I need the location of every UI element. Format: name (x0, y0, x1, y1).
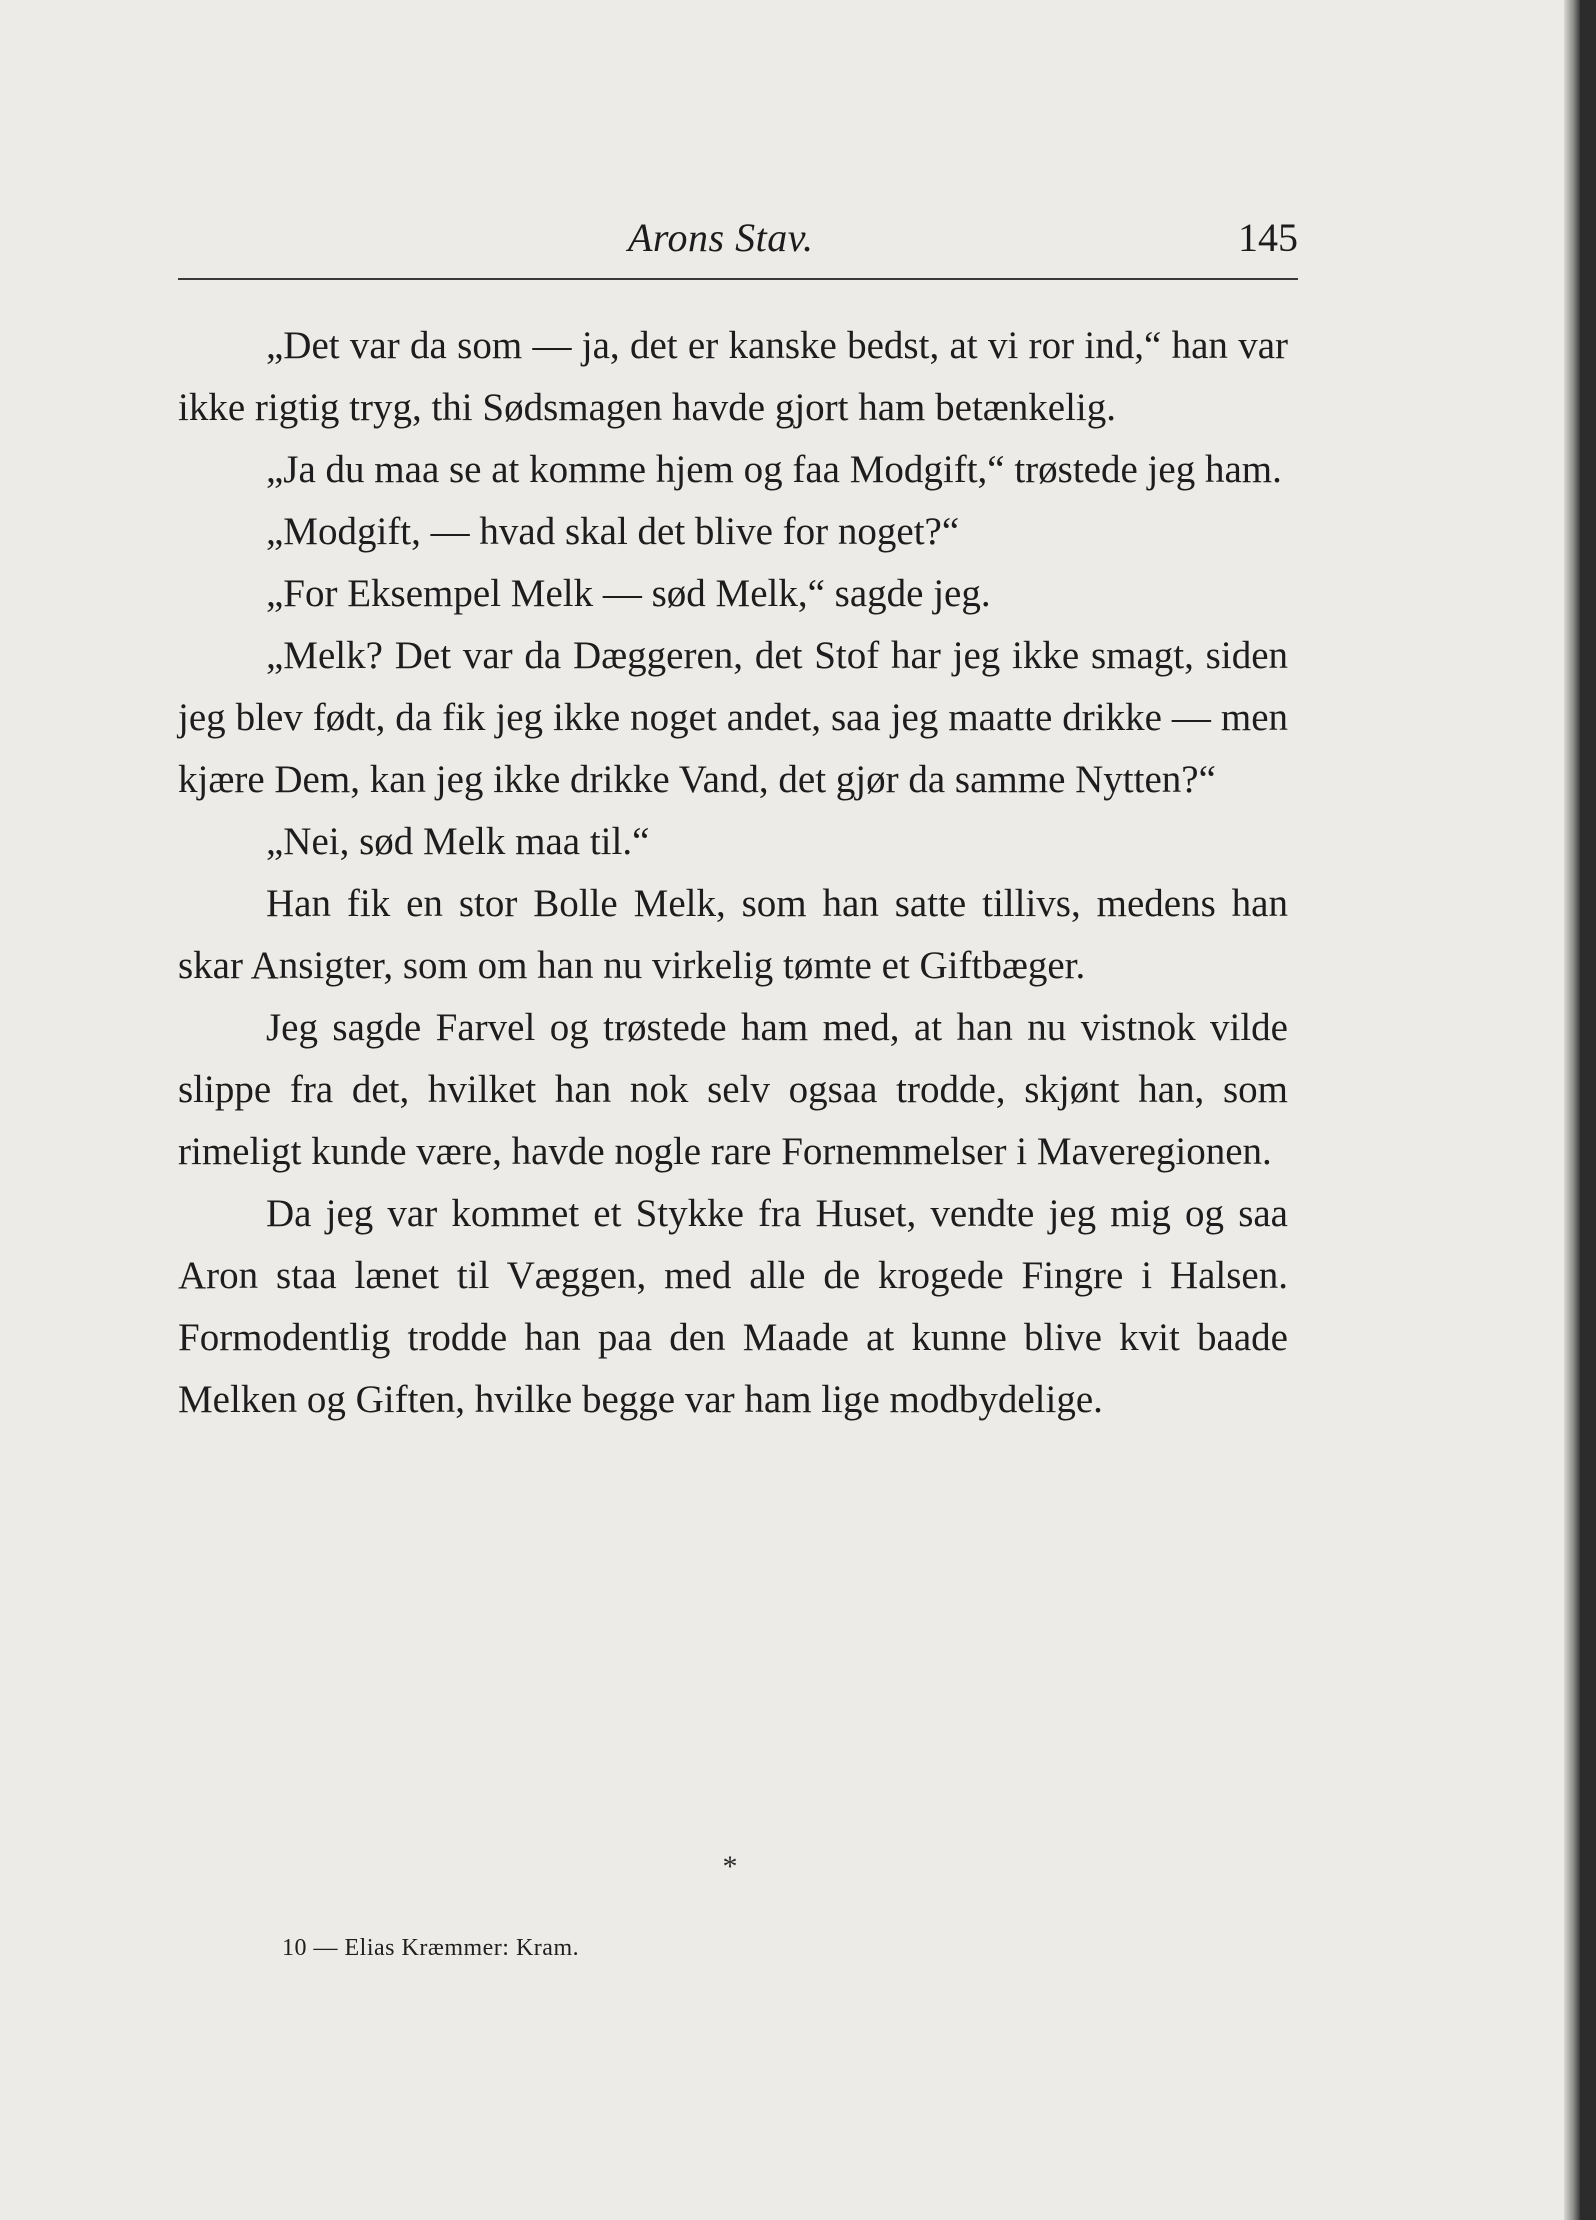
paragraph: Jeg sagde Farvel og trøstede ham med, at han nu vistnok vilde slippe fra det, hvilket han nok selv ogsaa trodde, skjønt han, som rimeligt kunde være, havde nogle rare Fornemmelser i Maveregionen. (178, 1006, 1288, 1173)
body-text (178, 315, 1288, 1431)
running-title: Arons Stav. (628, 215, 814, 260)
paragraph: „For Eksempel Melk — sød Melk,“ sagde jeg. (266, 572, 991, 615)
paragraph: „Det var da som — ja, det er kanske bedst, at vi ror ind,“ han var ikke rigtig tryg, thi Sødsmagen havde gjort ham betænkelig. (178, 324, 1288, 429)
paragraph: „Modgift, — hvad skal det blive for noget?“ (266, 510, 960, 553)
paragraph: Da jeg var kommet et Stykke fra Huset, vendte jeg mig og saa Aron staa lænet til Væggen, med alle de krogede Fingre i Halsen. Formodentlig trodde han paa den Maade at kunne blive kvit baade Melken og Giften, hvilke begge var ham lige modbydelige. (178, 1192, 1288, 1421)
header-rule (178, 278, 1298, 280)
paragraph: „Ja du maa se at komme hjem og faa Modgift,“ trøstede jeg ham. (266, 448, 1282, 491)
paragraph: „Nei, sød Melk maa til.“ (266, 820, 650, 863)
signature-line: 10 — Elias Kræmmer: Kram. (282, 1935, 580, 1961)
page-header (178, 214, 1298, 274)
page-edge-shadow (1564, 0, 1580, 2220)
paragraph: Han fik en stor Bolle Melk, som han satte tillivs, medens han skar Ansigter, som om han nu virkelig tømte et Giftbæger. (178, 882, 1288, 987)
page-number: 145 (1238, 215, 1298, 260)
section-ornament: * (722, 1850, 738, 1883)
paragraph: „Melk? Det var da Dæggeren, det Stof har jeg ikke smagt, siden jeg blev født, da fik jeg ikke noget andet, saa jeg maatte drikke — men kjære Dem, kan jeg ikke drikke Vand, det gjør da samme Nytten?“ (178, 634, 1288, 801)
